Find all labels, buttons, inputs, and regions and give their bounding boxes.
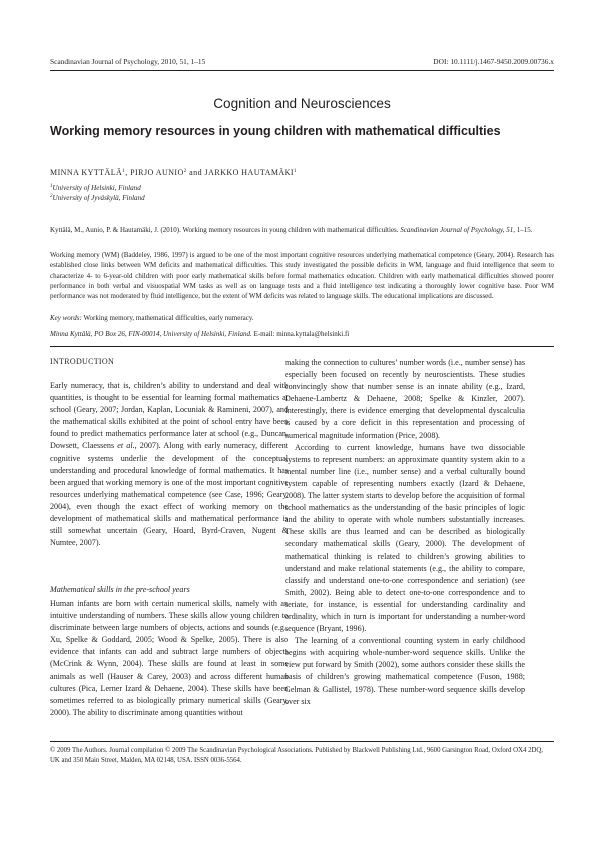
- author-name: MINNA KYTTÄLÄ: [50, 168, 123, 177]
- citation-text: Kyttälä, M., Aunio, P. & Hautamäki, J. (2010). Working memory resources in young children with mathematical difficulties.: [50, 226, 399, 234]
- citation-journal: Scandinavian Journal of Psychology, 51,: [400, 226, 515, 234]
- correspondence: [50, 330, 554, 338]
- body-text: Early numeracy, that is, children’s ability to understand and deal with quantities, is thought to be essential for learning formal mathematics at school (Geary, 2007; Jordan, Kaplan, Locuniak & Ramineni, 2007), and the mathematical skills exhibited at the point of school entry have been found to predict mathematics performance later at school (e.g., Duncan, Dowsett, Claessens: [50, 381, 288, 451]
- right-column: [285, 357, 525, 708]
- affiliation-number: 1: [50, 184, 53, 189]
- correspondence-email[interactable]: E-mail: minna.kyttala@helsinki.fi: [253, 330, 350, 338]
- keywords-label: Key words:: [50, 314, 82, 322]
- header-rule: [50, 70, 554, 71]
- footer-rule: [50, 741, 554, 742]
- body-paragraph: The learning of a conventional counting system in early childhood begins with acquiring whole-number-word sequence skills. Unlike the view put forward by Smith (2002), some authors consider these skills the basis of children’s growing mathematical competence (Fuson, 1988; Gelman & Gallistel, 1978). These number-word sequence skills develop over six: [285, 636, 525, 706]
- journal-reference: Scandinavian Journal of Psychology, 2010, 51, 1–15: [50, 57, 206, 66]
- citation-pages: 1–15.: [515, 226, 533, 234]
- keywords-text: Working memory, mathematical difficulties, early numeracy.: [83, 314, 254, 322]
- body-paragraph: making the connection to cultures’ number words (i.e., number sense) has especially been focused on recently by neuroscientists. These studies convincingly show that number sense is an innate ability (e.g., Izard, Dehaene-Lambertz & Dehaene, 2008; Spelke & Kinzler, 2007). Interestingly, there is evidence emerging that developmental dyscalculia is caused by a core deficit in this representation and processing of numerical magnitude information (Price, 2008).: [285, 358, 525, 440]
- affiliation: [50, 184, 141, 192]
- doi: DOI: 10.1111/j.1467-9450.2009.00736.x: [433, 57, 554, 66]
- affiliation: [50, 194, 145, 202]
- affiliation-marker: 1: [122, 169, 126, 174]
- author-separator: and: [186, 168, 205, 177]
- body-text: , 2007). Along with early numeracy, different cognitive systems underlie the development of the conceptual understanding and procedural knowledge of formal mathematics. It has been argued that working memory is one of the most important cognitive resources underlying mathematical competence (see Case, 1996; Geary, 2004), even though the exact effect of working memory on the development of mathematical skills and mathematical performance is still somewhat uncertain (Geary, Hoard, Byrd-Craven, Nugent & Numtee, 2007).: [50, 441, 289, 548]
- body-paragraph: According to current knowledge, humans have two dissociable systems to represent numbers: an approximate quantity system akin to a mental number line (i.e., number sense) and a verbal culturally bound system capable of representing numbers exactly (Izard & Dehaene, 2008). The latter system starts to develop before the acquisition of formal school mathematics as the understanding of the basic principles of logic and the ability to operate with whole numbers substantially increases. These skills are thus learned and can be described as biologically secondary mathematical skills (Geary, 2000). The development of mathematical thinking is related to children’s growing abilities to understand and make relational statements (e.g., the ability to compare, classify and understand one-to-one correspondence and seriation) (see Smith, 2002). Being able to detect one-to-one correspondence and to seriate, for instance, is essential for understanding cardinality and ordinality, which in turn is important for understanding a number-word sequence (Bryant, 1996).: [285, 442, 525, 634]
- affiliation-marker: 2: [183, 169, 187, 174]
- affiliation-marker: 1: [294, 169, 297, 174]
- citation: [50, 225, 554, 235]
- affiliation-number: 2: [50, 194, 53, 199]
- subsection-heading: Mathematical skills in the pre-school years: [50, 585, 190, 594]
- affiliation-name: University of Jyväskylä, Finland: [52, 194, 145, 202]
- running-header: [50, 57, 554, 66]
- body-text-italic: et al.: [117, 441, 135, 451]
- abstract-rule: [50, 346, 554, 347]
- correspondence-address: Minna Kyttälä, PO Box 26, FIN-00014, University of Helsinki, Finland.: [50, 330, 252, 338]
- body-paragraph: Human infants are born with certain numerical skills, namely with an intuitive understanding of numbers. These skills allow young children to discriminate between large numbers of objects, actions and sounds (e.g., Xu, Spelke & Goddard, 2005; Wood & Spelke, 2005). There is also evidence that infants can add and subtract large numbers of objects (McCrink & Wynn, 2004). These skills are found at least in some animals as well (Hauser & Carey, 2003) and across different human cultures (Pica, Lerner Izard & Dehaene, 2004). These skills have been sometimes referred to as biologically primary numerical skills (Geary, 2000). The ability to discriminate among quantities without: [50, 599, 288, 717]
- abstract: Working memory (WM) (Baddeley, 1986, 1997) is argued to be one of the most important cognitive resources underlying mathematical competence (Geary, 2004). Research has established close links between WM deficits and mathematical difficulties. This study investigated the possible deficits in WM, language and fluid intelligence that seem to characterize 4- to 6-year-old children with poor early mathematical skills before formal mathematics education. Children with early mathematical difficulties showed poorer performance in both verbal and visuospatial WM tasks as well as on language tests and a fluid intelligence test indicating a thoroughly lower cognitive base. Poor WM performance was not moderated by fluid intelligence, but the extent of WM deficits was related to language skills. The educational implications are discussed.: [50, 251, 554, 301]
- body-paragraph: [50, 380, 288, 549]
- copyright-footer: © 2009 The Authors. Journal compilation © 2009 The Scandinavian Psychological Associations. Published by Blackwell Publishing Ltd., 9600 Garsington Road, Oxford OX4 2DQ, UK and 350 Main Street, Malden, MA 02148, USA. ISSN 0036-5564.: [50, 747, 543, 764]
- author-name: PIRJO AUNIO: [130, 168, 184, 177]
- left-column-continued: [50, 598, 288, 719]
- author-list: [50, 168, 297, 177]
- section-heading: Cognition and Neurosciences: [213, 96, 391, 111]
- introduction-heading: INTRODUCTION: [50, 357, 115, 366]
- author-name: JARKKO HAUTAMÄKI: [204, 168, 294, 177]
- affiliation-name: University of Helsinki, Finland: [52, 184, 141, 192]
- author-separator: ,: [125, 168, 131, 177]
- left-column: [50, 380, 288, 549]
- keywords: [50, 314, 554, 322]
- article-title: Working memory resources in young children with mathematical difficulties: [50, 124, 501, 138]
